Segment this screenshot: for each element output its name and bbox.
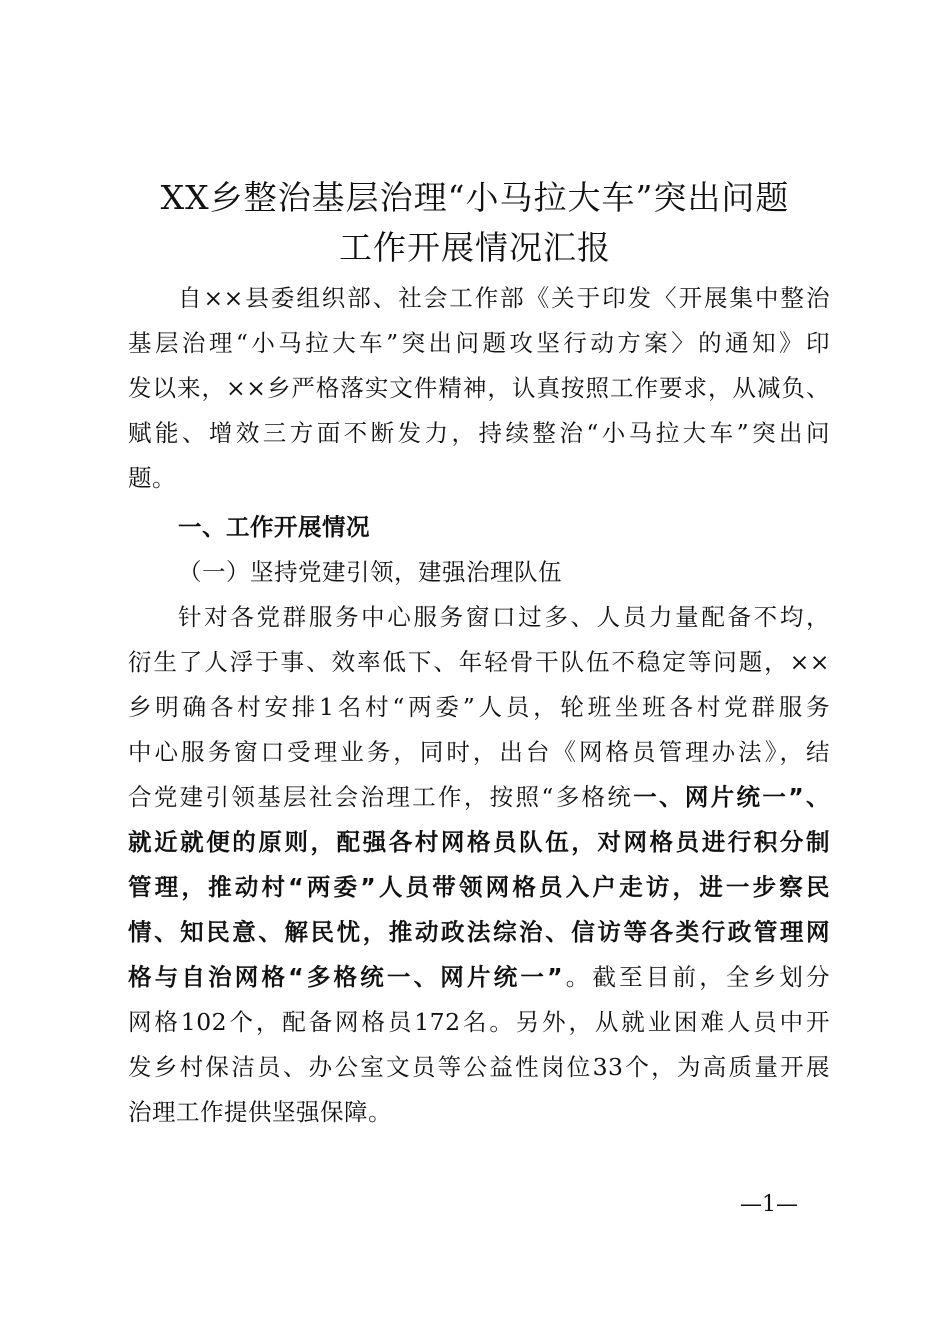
para-1-line-7: 管理，推动村“两委”人员带领网格员入户走访，进一步察民: [128, 873, 830, 901]
para-1-line-5-bold: 一、网片统一”、: [633, 783, 830, 811]
intro-line-3: 发以来，××乡严格落实文件精神，认真按照工作要求，从减负、: [128, 374, 830, 402]
intro-line-4: 赋能、增效三方面不断发力，持续整治“小马拉大车”突出问: [128, 419, 830, 447]
para-1-line-10: 网格102个，配备网格员172名。另外，从就业困难人员中开: [128, 1008, 830, 1036]
para-1-line-5: [128, 782, 830, 812]
intro-line-1: 自××县委组织部、社会工作部《关于印发〈开展集中整治: [178, 284, 830, 312]
para-1-line-8: 情、知民意、解民忧，推动政法综治、信访等各类行政管理网: [128, 918, 830, 946]
intro-line-5: 题。: [128, 464, 176, 492]
para-1-line-12: 治理工作提供坚强保障。: [128, 1098, 392, 1126]
page-number: —1—: [740, 1192, 798, 1217]
para-1-line-9-bold: 格与自治网格“多格统一、网片统一”: [128, 963, 564, 991]
document-title-line-1: XX乡整治基层治理“小马拉大车”突出问题: [160, 178, 790, 217]
subsection-1-heading: （一）坚持党建引领，建强治理队伍: [178, 558, 562, 586]
para-1-line-9-plain: 。截至目前，全乡划分: [563, 963, 831, 991]
para-1-line-4: 中心服务窗口受理业务，同时，出台《网格员管理办法》，结: [128, 738, 830, 766]
para-1-line-9: [128, 962, 830, 992]
para-1-line-2: 衍生了人浮于事、效率低下、年轻骨干队伍不稳定等问题，××: [128, 648, 830, 676]
para-1-line-1: 针对各党群服务中心服务窗口过多、人员力量配备不均，: [178, 603, 830, 631]
section-1-heading: 一、工作开展情况: [178, 513, 370, 541]
para-1-line-3: 乡明确各村安排1名村“两委”人员，轮班坐班各村党群服务: [128, 693, 830, 721]
intro-line-2: 基层治理“小马拉大车”突出问题攻坚行动方案〉的通知》印: [128, 329, 830, 357]
para-1-line-11: 发乡村保洁员、办公室文员等公益性岗位33个，为高质量开展: [128, 1053, 830, 1081]
para-1-line-6: 就近就便的原则，配强各村网格员队伍，对网格员进行积分制: [128, 828, 830, 856]
para-1-line-5-plain: 合党建引领基层社会治理工作，按照“多格统: [128, 783, 634, 811]
document-title-line-2: 工作开展情况汇报: [339, 228, 611, 267]
